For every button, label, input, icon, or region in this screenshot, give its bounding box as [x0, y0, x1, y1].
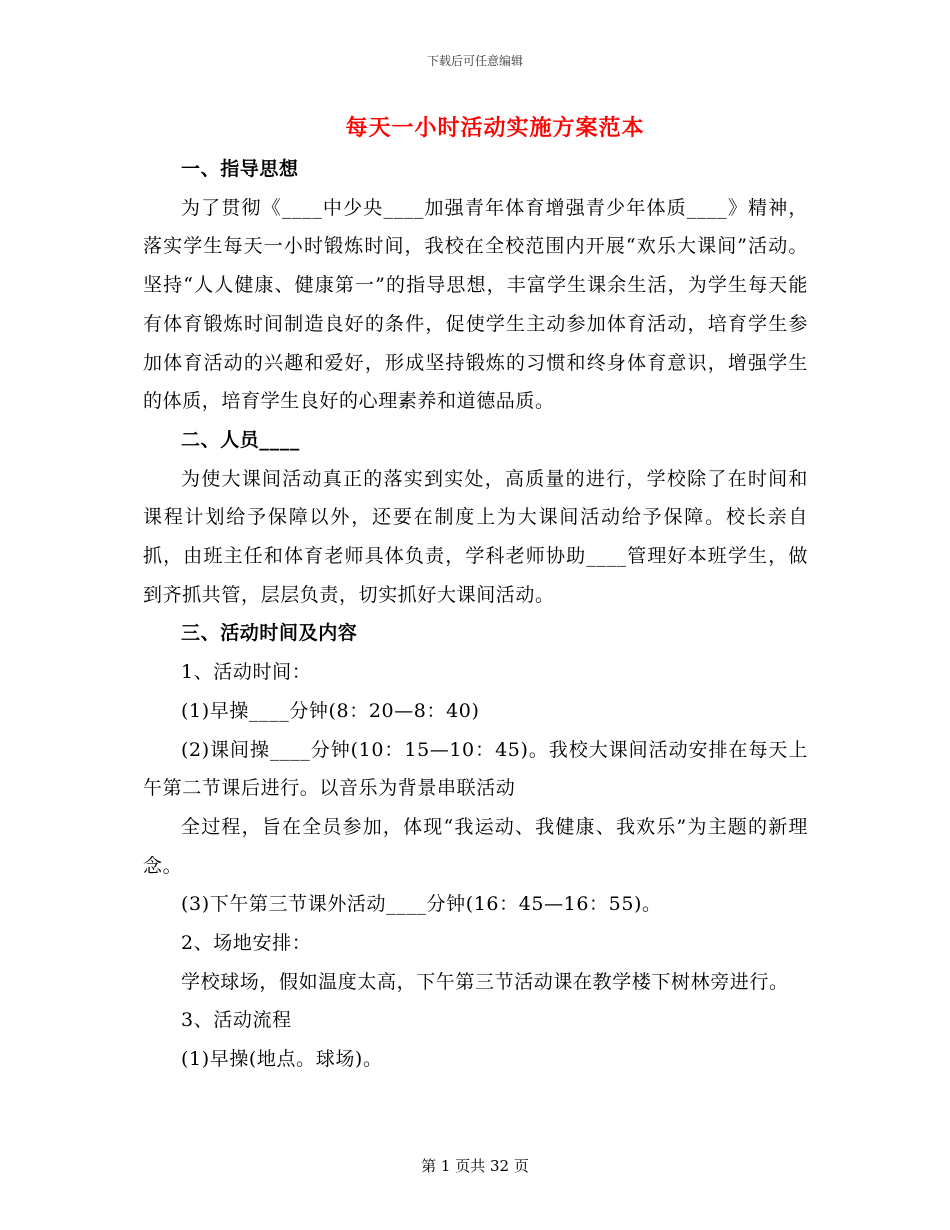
subheading-activity-time: 1、活动时间： [181, 661, 312, 684]
paragraph-personnel: 为使大课间活动真正的落实到实处，高质量的进行，学校除了在时间和课程计划给予保障以外，还要在制度上为大课间活动给予保障。校长亲自抓，由班主任和体育老师具体负责，学科老师协助____管理好本班学生，做到齐抓共管，层层负责，切实抓好大课间活动。 [143, 467, 808, 606]
paragraph-break-exercise-cont: 全过程，旨在全员参加，体现“我运动、我健康、我欢乐”为主题的新理念。 [143, 815, 808, 877]
list-item-morning-exercise-location: (1)早操(地点。球场)。 [181, 1048, 383, 1071]
section-heading-guiding-ideology: 一、指导思想 [181, 158, 299, 180]
list-item-afternoon-activity: (3)下午第三节课外活动____分钟(16：45—16：55)。 [181, 893, 662, 916]
list-item-break-exercise: (2)课间操____分钟(10：15—10：45)。我校大课间活动安排在每天上午第二节课后进行。以音乐为背景串联活动 [143, 738, 808, 800]
document-title: 每天一小时活动实施方案范本 [345, 115, 645, 141]
section-heading-activity-time: 三、活动时间及内容 [181, 622, 358, 645]
subheading-activity-flow: 3、活动流程 [181, 1009, 292, 1032]
section-heading-personnel: 二、人员____ [181, 428, 300, 451]
header-note: 下载后可任意编辑 [426, 54, 523, 68]
page-number: 第 1 页共 32 页 [421, 1157, 529, 1175]
document-body [143, 150, 808, 1079]
paragraph-venue: 学校球场，假如温度太高，下午第三节活动课在教学楼下树林旁进行。 [181, 970, 789, 993]
paragraph-guiding-ideology: 为了贯彻《____中少央____加强青年体育增强青少年体质____》精神，落实学生每天一小时锻炼时间，我校在全校范围内开展“欢乐大课间”活动。坚持“人人健康、健康第一”的指导思想，丰富学生课余生活，为学生每天能有体育锻炼时间制造良好的条件，促使学生主动参加体育活动，培育学生参加体育活动的兴趣和爱好，形成坚持锻炼的习惯和终身体育意识，增强学生的体质，培育学生良好的心理素养和道德品质。 [143, 196, 808, 413]
subheading-venue: 2、场地安排： [181, 932, 312, 955]
list-item-morning-exercise: (1)早操____分钟(8：20—8：40) [181, 699, 480, 722]
